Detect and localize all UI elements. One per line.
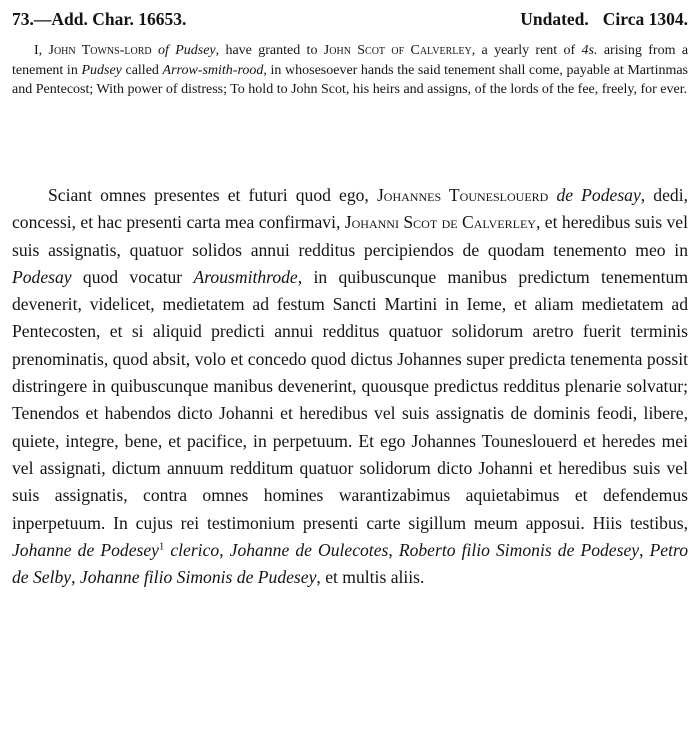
latin-text: quod vocatur xyxy=(71,266,194,287)
latin-grantee-name: Johanni Scot de Calverley xyxy=(344,212,536,233)
summary-text: , have granted to xyxy=(215,43,324,58)
latin-text: , xyxy=(388,539,399,560)
grantee-name: John Scot of Calverley xyxy=(323,43,472,58)
tenement-name: Arrow-smith-rood xyxy=(162,62,264,78)
witness-name: Johanne de Podesey xyxy=(12,539,159,560)
latin-tenement-name: Arousmithrode xyxy=(193,266,298,287)
date-circa: Circa 1304. xyxy=(602,9,688,29)
summary-text: called xyxy=(121,62,163,78)
footnote-marker: 1 xyxy=(158,541,165,553)
entry-reference: 73.—Add. Char. 16653. xyxy=(12,9,187,29)
latin-text: Sciant omnes presentes et futuri quod ego, xyxy=(48,185,377,205)
latin-text: , xyxy=(71,567,80,588)
summary-text: , a yearly rent of xyxy=(471,43,582,58)
grantor-name: John Towns-lord xyxy=(48,43,152,58)
witness-name: Roberto filio Simonis de Podesey xyxy=(398,539,640,560)
english-summary xyxy=(12,41,688,100)
latin-text: , et multis aliis. xyxy=(316,567,425,588)
witness-name: Petro de Selby xyxy=(12,539,688,588)
grantor-place: Pudsey xyxy=(175,43,216,58)
summary-text: , in whosesoever hands the said tenement shall come, payable at Martinmas and Pentecost; With power of distress; To hold to John Scot, his heirs and assigns, of the lords of the fee, freely, for ever. xyxy=(12,62,689,98)
witness-name: Johanne de Oulecotes xyxy=(229,539,389,560)
entry-date xyxy=(520,9,688,30)
witness-name: Johanne filio Simonis de Pudesey xyxy=(79,567,317,588)
entry-header xyxy=(12,9,688,33)
summary-text: arising from a tenement in xyxy=(12,43,689,78)
date-status: Undated. xyxy=(520,9,589,29)
latin-text: , xyxy=(219,539,230,560)
witness-role: clerico xyxy=(170,539,220,560)
latin-text: , in quibuscunque manibus predictum tenementum devenerit, videlicet, medietatem ad festum Sancti Martini in Ieme, et aliam medietatem ad Pentecosten, et si aliquid predicti annui redditus quatuor solidorum aretro fuerit terminis prenominatis, quod absit, volo et concedo quod dictus Johannes super predicta tenementa possit distringere in quibuscunque manibus devenerint, quousque predictus redditus plenarie solvatur; Tenendos et habendos dicto Johanni et heredibus vel suis assignatis de dominis feodi, libere, quiete, integre, bene, et pacifice, in perpetuum. Et ego Johannes Touneslouerd et heredes mei vel assignati, dictum annuum redditum quatuor solidorum dicto Johanni et heredibus suis vel suis assignatis, contra omnes homines warantizabimus aquietabimus et defendemus inperpetuum. In cujus rei testimonium presenti carte sigillum meum apposui. Hiis testibus, xyxy=(12,266,689,533)
grantor-of: of xyxy=(157,43,169,58)
summary-text: I, xyxy=(34,43,49,58)
latin-text: , xyxy=(639,539,650,560)
place-name: Pudsey xyxy=(81,62,122,78)
latin-text: , dedi, concessi, et hac presenti carta mea confirmavi, xyxy=(12,185,688,233)
latin-text: , et heredibus suis vel suis assignatis, quatuor solidos annui redditus percipiendos de quodam tenemento meo in xyxy=(12,212,689,260)
latin-place-name: Podesay xyxy=(12,266,72,287)
rent-amount: 4s. xyxy=(581,43,598,58)
latin-charter-text xyxy=(12,182,688,591)
latin-grantor-place: de Podesay xyxy=(556,185,641,205)
latin-grantor-name: Johannes Touneslouerd xyxy=(376,185,549,205)
